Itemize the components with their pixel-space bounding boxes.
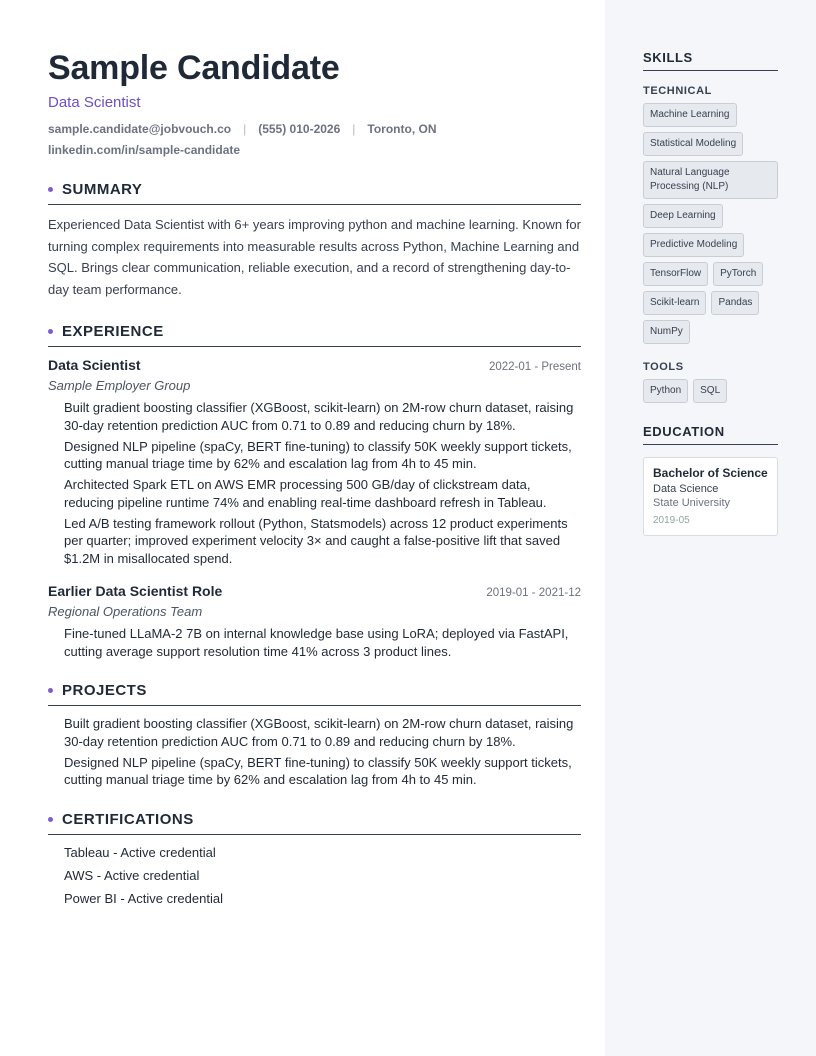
experience-section <box>48 323 581 660</box>
section-title: PROJECTS <box>62 682 147 699</box>
technical-skills-title: TECHNICAL <box>643 85 712 97</box>
job-bullet: Built gradient boosting classifier (XGBoost, scikit-learn) on 2M-row churn dataset, raising 30-day retention prediction AUC from 0.71 to 0.89 and reducing churn by 18%. <box>64 400 574 433</box>
section-bullet-icon <box>48 688 53 693</box>
job-bullet: Led A/B testing framework rollout (Python, Statsmodels) across 12 product experiments per quarter; improved experiment velocity 3× and caught a false-positive lift that saved $1.2M in misallocated spend. <box>64 515 568 566</box>
section-title: CERTIFICATIONS <box>62 810 194 828</box>
section-header <box>48 682 581 706</box>
education-field: Data Science <box>653 483 719 495</box>
tool-tag: SQL <box>693 379 727 403</box>
job-entry <box>48 357 581 567</box>
certification-item: Power BI - Active credential <box>64 890 223 906</box>
skill-tag: Pandas <box>711 291 759 315</box>
section-header <box>48 811 581 835</box>
section-title: EXPERIENCE <box>62 323 164 340</box>
job-title: Data Scientist <box>48 357 141 373</box>
skill-tag: TensorFlow <box>643 262 708 286</box>
section-title: SUMMARY <box>62 181 143 198</box>
location-text: Toronto, ON <box>367 122 437 136</box>
phone-text: (555) 010-2026 <box>258 122 341 136</box>
tools-title: TOOLS <box>643 361 684 373</box>
job-bullet: Designed NLP pipeline (spaCy, BERT fine-tuning) to classify 50K weekly support tickets, cutting manual triage time by 62% and escalation lag from 4h to 45 min. <box>64 438 572 471</box>
tools-list <box>643 379 778 403</box>
job-employer: Regional Operations Team <box>48 604 203 619</box>
job-title: Earlier Data Scientist Role <box>48 583 223 599</box>
job-bullet: Architected Spark ETL on AWS EMR processing 500 GB/day of clickstream data, reducing pipeline runtime 74% and enabling real-time dashboard refresh in Tableau. <box>64 477 547 510</box>
certifications-section <box>48 811 581 907</box>
skill-tag: Scikit-learn <box>643 291 706 315</box>
skill-tag: Predictive Modeling <box>643 233 744 257</box>
contact-separator: | <box>352 122 356 136</box>
certification-list <box>48 844 581 907</box>
job-bullet: Fine-tuned LLaMA-2 7B on internal knowledge base using LoRA; deployed via FastAPI, cutting average support resolution time 41% across 3 product lines. <box>64 626 569 659</box>
job-date: 2022-01 - Present <box>488 361 581 373</box>
email-link[interactable]: sample.candidate@jobvouch.co <box>48 122 232 136</box>
tool-tag: Python <box>643 379 688 403</box>
job-bullets <box>48 399 581 567</box>
certification-item: AWS - Active credential <box>64 867 200 883</box>
education-card <box>643 457 778 536</box>
skill-tag: Deep Learning <box>643 204 723 228</box>
education-date: 2019-05 <box>653 515 690 526</box>
sidebar <box>643 50 778 536</box>
project-list <box>48 715 581 789</box>
contact-separator: | <box>243 122 247 136</box>
project-item: Built gradient boosting classifier (XGBoost, scikit-learn) on 2M-row churn dataset, raising 30-day retention prediction AUC from 0.71 to 0.89 and reducing churn by 18%. <box>64 716 574 749</box>
section-bullet-icon <box>48 329 53 334</box>
section-bullet-icon <box>48 187 53 192</box>
certification-item: Tableau - Active credential <box>64 844 216 860</box>
technical-skills-list <box>643 103 778 344</box>
job-date: 2019-01 - 2021-12 <box>486 587 581 599</box>
education-degree: Bachelor of Science <box>653 466 768 480</box>
project-item: Designed NLP pipeline (spaCy, BERT fine-tuning) to classify 50K weekly support tickets, cutting manual triage time by 62% and escalation lag from 4h to 45 min. <box>64 754 572 787</box>
linkedin-link[interactable]: linkedin.com/in/sample-candidate <box>48 143 241 157</box>
contact-line <box>48 122 581 136</box>
education-title: EDUCATION <box>643 424 778 445</box>
section-bullet-icon <box>48 817 53 822</box>
candidate-name: Sample Candidate <box>48 49 340 87</box>
skill-tag: PyTorch <box>713 262 763 286</box>
job-employer: Sample Employer Group <box>48 378 191 393</box>
job-bullets <box>48 625 581 660</box>
summary-text: Experienced Data Scientist with 6+ years improving python and machine learning. Known for turning complex requirements into measurable results across Python, Machine Learning and SQL. Brings clear communication, reliable execution, and a record of strengthening day-to-day team performance. <box>48 217 581 297</box>
skill-tag: Statistical Modeling <box>643 132 743 156</box>
section-header <box>48 181 581 205</box>
candidate-role: Data Scientist <box>48 94 141 111</box>
education-school: State University <box>653 497 731 509</box>
skill-tag: NumPy <box>643 320 690 344</box>
skill-tag: Natural Language Processing (NLP) <box>643 161 778 199</box>
skills-title: SKILLS <box>643 50 778 71</box>
skill-tag: Machine Learning <box>643 103 737 127</box>
section-header <box>48 323 581 347</box>
main-column <box>48 48 581 913</box>
projects-section <box>48 682 581 789</box>
job-entry <box>48 583 581 660</box>
summary-section <box>48 181 581 300</box>
